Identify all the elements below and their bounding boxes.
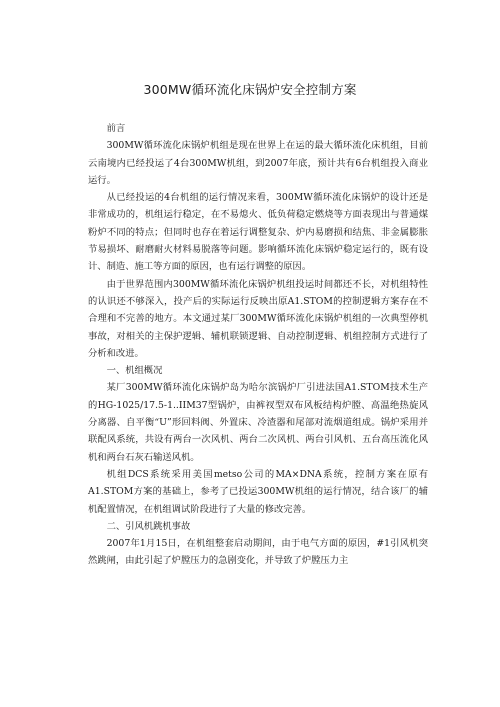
paragraph: 300MW循环流化床锅炉机组是现在世界上在运的最大循环流化床机组，目前云南境内已经投运了4台300MW机组，到2007年底，预计共有6台机组投入商业运行。 bbox=[88, 140, 428, 186]
document-body bbox=[88, 120, 428, 570]
section-heading-unit-overview: 一、机组概况 bbox=[106, 365, 163, 377]
paragraph: 某厂300MW循环流化床锅炉岛为哈尔滨锅炉厂引进法国A1.STOM技术生产的HG-1025/17.5-1..IIM37型锅炉，由裤衩型双布风板结构炉膛、高温绝热旋风分离器、自平衡“U”形回料阀、外置床、冷渣器和尾部对流烟道组成。锅炉采用并联配风系统，共设有两台一次风机、两台二次风机、两台引风机、五台高压流化风机和两台石灰石输送风机。 bbox=[88, 382, 428, 463]
section-heading-fan-trip-accident: 二、引风机跳机事故 bbox=[106, 520, 191, 532]
document-title: 300MW循环流化床锅炉安全控制方案 bbox=[143, 82, 357, 97]
paragraph: 从已经投运的4台机组的运行情况来看，300MW循环流化床锅炉的设计还是非常成功的，机组运行稳定，在不易熄火、低负荷稳定燃烧等方面表现出与普通煤粉炉不同的特点；但同时也存在着运行调整复杂、炉内易磨损和结焦、非金属膨胀节易损坏、耐磨耐火材料易脱落等问题。影响循环流化床锅炉稳定运行的，既有设计、制造、施工等方面的原因，也有运行调整的原因。 bbox=[88, 192, 428, 273]
paragraph: 2007年1月15日，在机组整套启动期间，由于电气方面的原因，#1引风机突然跳闸，由此引起了炉膛压力的急剧变化，并导致了炉膛压力主 bbox=[88, 538, 428, 567]
paragraph: 由于世界范围内300MW循环流化床锅炉机组投运时间都还不长，对机组特性的认识还不够深入，投产后的实际运行反映出原A1.STOM的控制逻辑方案存在不合理和不完善的地方。本文通过某厂300MW循环流化床锅炉机组的一次典型停机事故，对相关的主保护逻辑、辅机联锁逻辑、自动控制逻辑、机组控制方式进行了分析和改进。 bbox=[88, 278, 428, 359]
section-heading-preface: 前言 bbox=[106, 123, 126, 134]
paragraph: 机组DCS系统采用美国metso公司的MA×DNA系统，控制方案在原有A1.STOM方案的基础上，参考了已投运300MW机组的运行情况，结合该厂的辅机配置情况，在机组调试阶段进行了大量的修改完善。 bbox=[88, 468, 428, 515]
